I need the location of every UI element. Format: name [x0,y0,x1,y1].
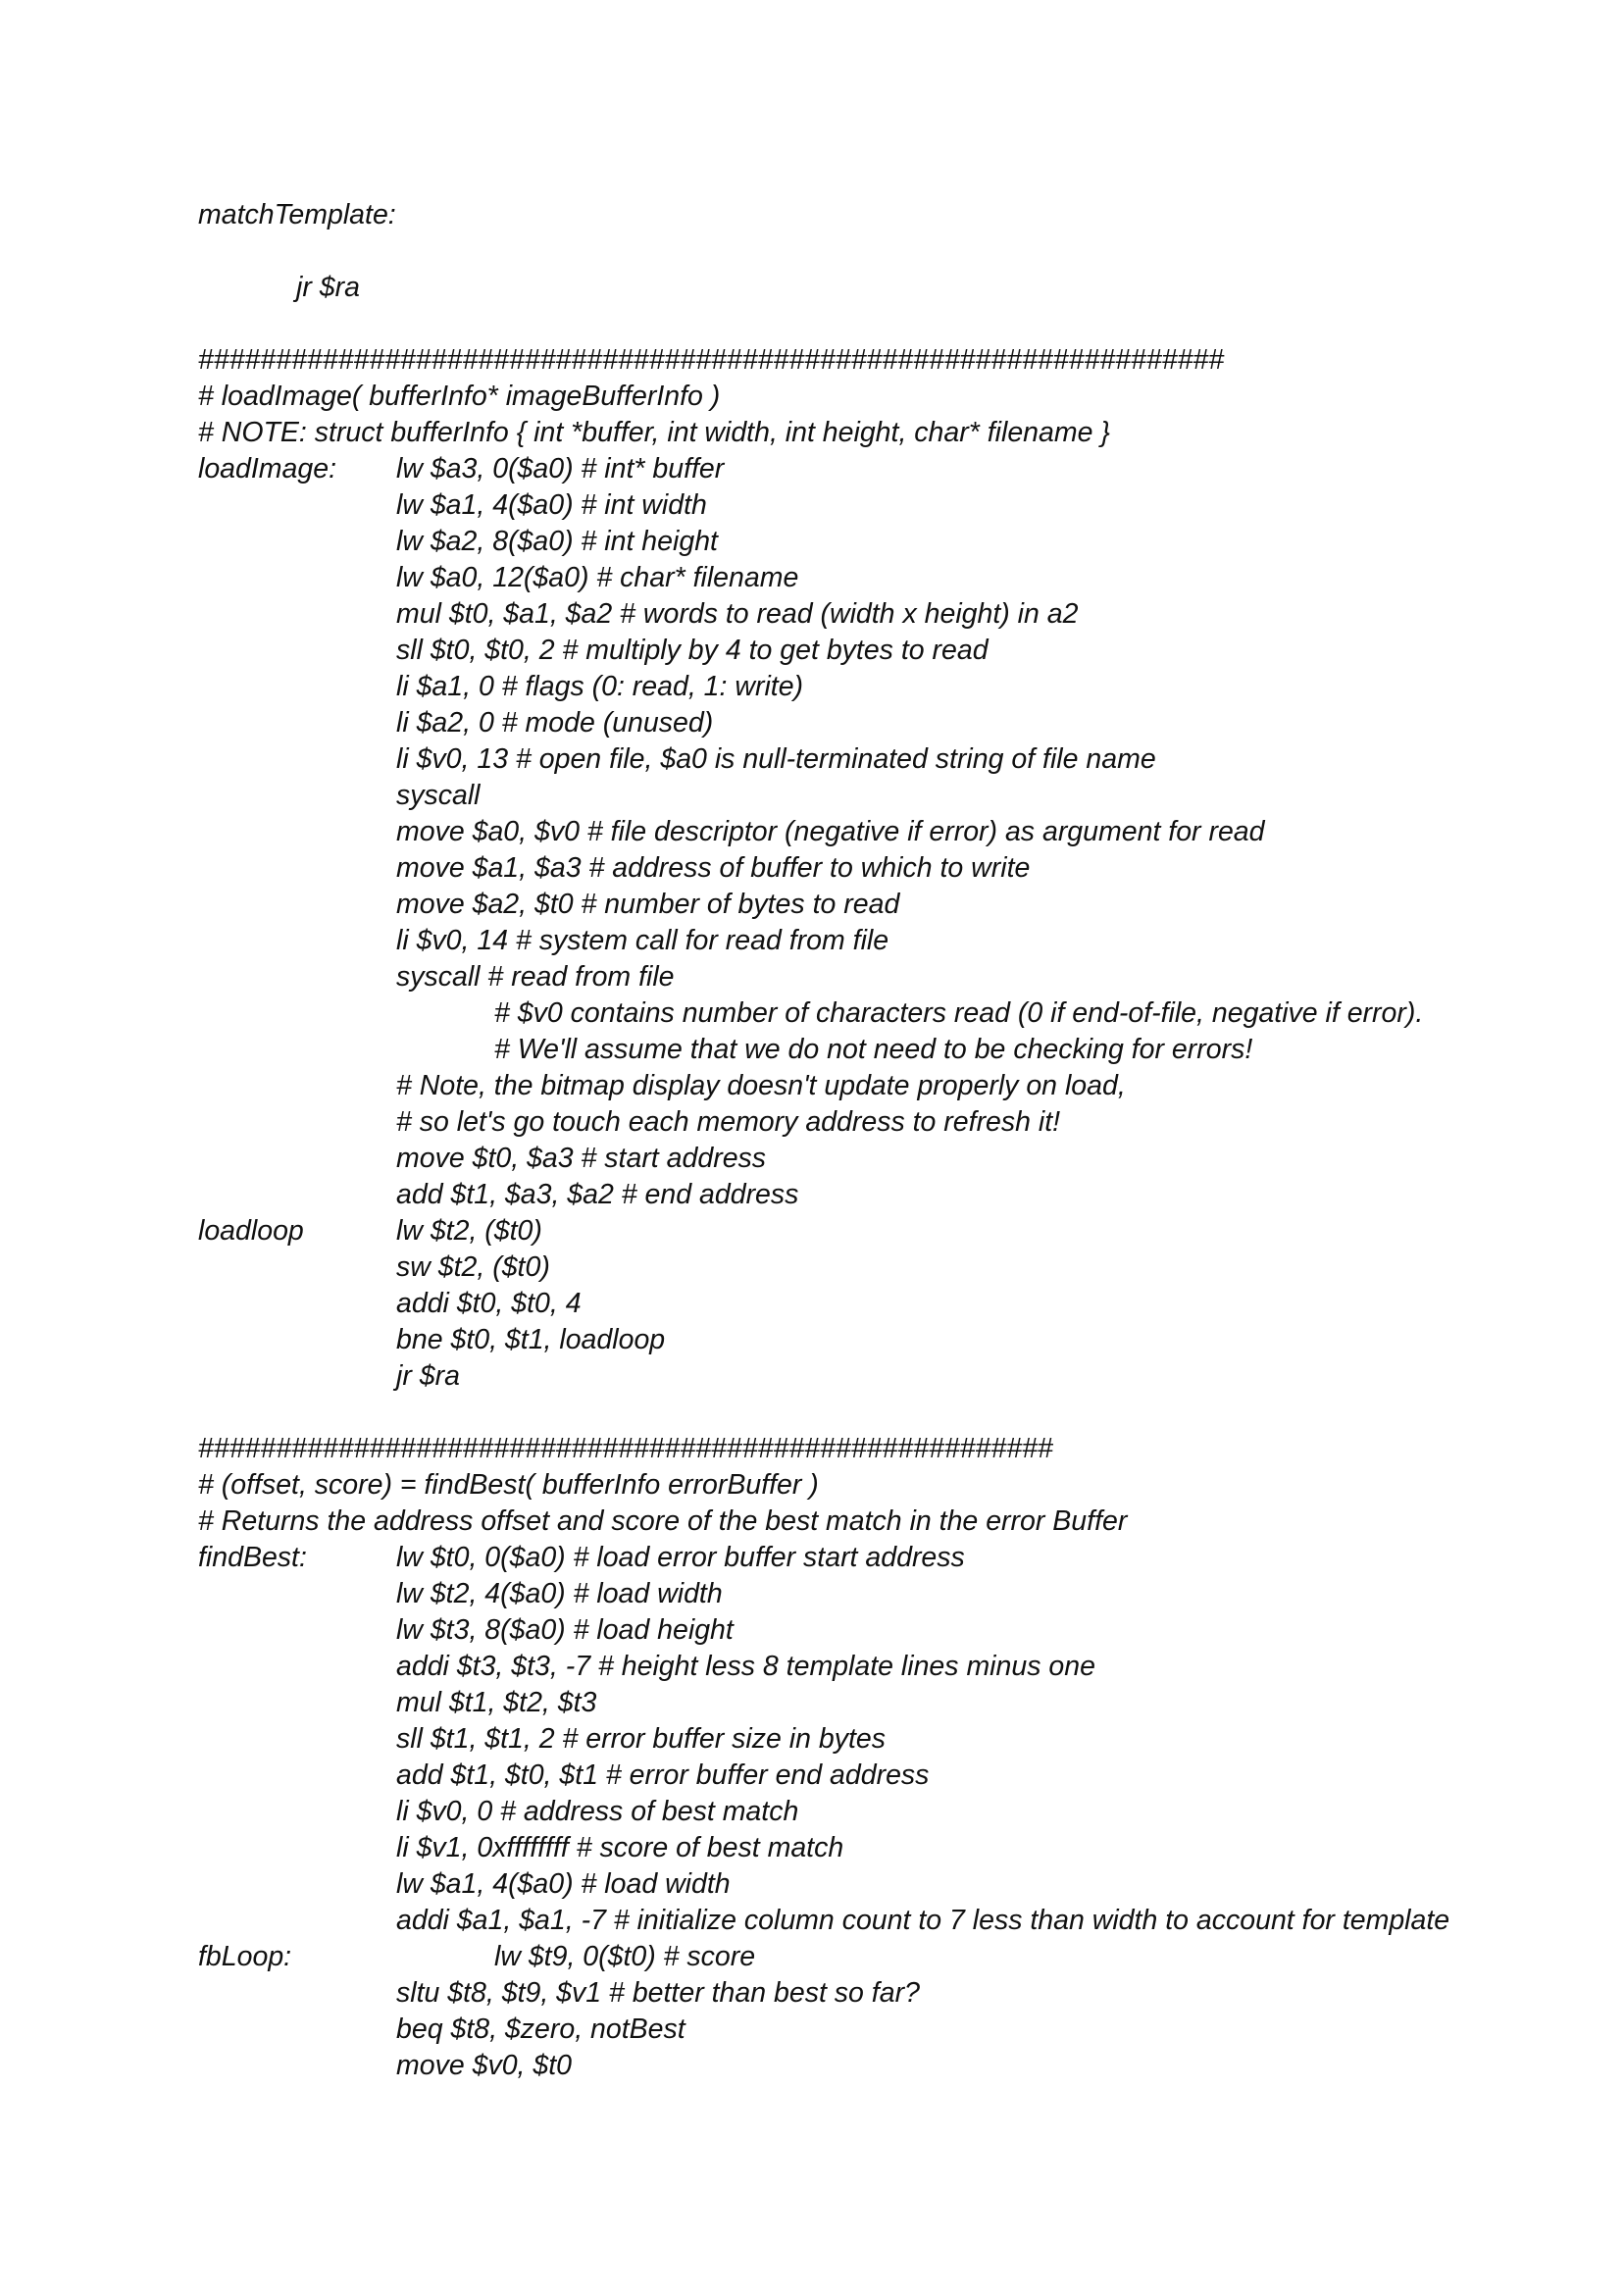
code-line: lw $t0, 0($a0) # load error buffer start address [396,1542,965,1573]
code-line: lw $t2, 4($a0) # load width [396,1578,723,1609]
code-line: li $a2, 0 # mode (unused) [396,707,714,739]
code-line: move $t0, $a3 # start address [396,1143,767,1174]
load-image-label: loadImage: [198,453,337,484]
load-image-signature-comment: # loadImage( bufferInfo* imageBufferInfo ) [198,381,721,412]
code-line: li $v0, 13 # open file, $a0 is null-terminated string of file name [396,743,1156,775]
code-line: lw $t3, 8($a0) # load height [396,1614,734,1646]
load-image-separator: ################################################################## [198,344,1225,376]
fb-loop-label: fbLoop: [198,1941,292,1972]
code-line: move $v0, $t0 [396,2050,573,2081]
code-line: # Note, the bitmap display doesn't update properly on load, [396,1070,1126,1101]
match-template-return: jr $ra [296,272,360,303]
code-line: jr $ra [396,1360,460,1392]
code-line: add $t1, $a3, $a2 # end address [396,1179,799,1210]
code-line: move $a1, $a3 # address of buffer to which to write [396,852,1031,884]
code-line: sltu $t8, $t9, $v1 # better than best so far? [396,1977,920,2009]
code-line: lw $t2, ($t0) [396,1215,542,1247]
code-line: li $a1, 0 # flags (0: read, 1: write) [396,671,804,702]
code-line: addi $t0, $t0, 4 [396,1288,582,1319]
find-best-returns-comment: # Returns the address offset and score of the best match in the error Buffer [198,1505,1128,1537]
code-line: addi $a1, $a1, -7 # initialize column count to 7 less than width to account for template [396,1905,1450,1936]
code-line: syscall # read from file [396,961,675,993]
code-line: lw $a2, 8($a0) # int height [396,526,718,557]
code-line: lw $a1, 4($a0) # int width [396,489,707,521]
code-line: sll $t1, $t1, 2 # error buffer size in bytes [396,1723,886,1755]
code-line: li $v0, 0 # address of best match [396,1796,799,1827]
code-line: mul $t1, $t2, $t3 [396,1687,597,1718]
code-line: move $a2, $t0 # number of bytes to read [396,889,900,920]
find-best-label: findBest: [198,1542,307,1573]
code-line: lw $t9, 0($t0) # score [494,1941,756,1972]
code-line: lw $a1, 4($a0) # load width [396,1868,731,1900]
code-line: beq $t8, $zero, notBest [396,2014,685,2045]
code-line: mul $t0, $a1, $a2 # words to read (width x height) in a2 [396,598,1079,630]
code-line: sw $t2, ($t0) [396,1251,550,1283]
nested-comment-line: # We'll assume that we do not need to be checking for errors! [494,1034,1253,1065]
find-best-signature-comment: # (offset, score) = findBest( bufferInfo errorBuffer ) [198,1469,819,1501]
code-line: move $a0, $v0 # file descriptor (negative if error) as argument for read [396,816,1265,847]
code-line: add $t1, $t0, $t1 # error buffer end address [396,1759,930,1791]
load-image-note-comment: # NOTE: struct bufferInfo { int *buffer, int width, int height, char* filename } [198,417,1110,448]
code-line: syscall [396,780,481,811]
code-line: addi $t3, $t3, -7 # height less 8 template lines minus one [396,1651,1095,1682]
nested-comment-line: # $v0 contains number of characters read (0 if end-of-file, negative if error). [494,997,1424,1029]
match-template-label: matchTemplate: [198,199,396,230]
code-line: # so let's go touch each memory address to refresh it! [396,1106,1061,1138]
code-line: lw $a3, 0($a0) # int* buffer [396,453,725,484]
code-line: sll $t0, $t0, 2 # multiply by 4 to get bytes to read [396,635,989,666]
code-line: li $v1, 0xffffffff # score of best match [396,1832,844,1863]
code-line: li $v0, 14 # system call for read from file [396,925,889,956]
load-loop-label: loadloop [198,1215,304,1247]
code-line: bne $t0, $t1, loadloop [396,1324,666,1355]
find-best-separator: ####################################################### [198,1433,1053,1464]
code-line: lw $a0, 12($a0) # char* filename [396,562,799,593]
